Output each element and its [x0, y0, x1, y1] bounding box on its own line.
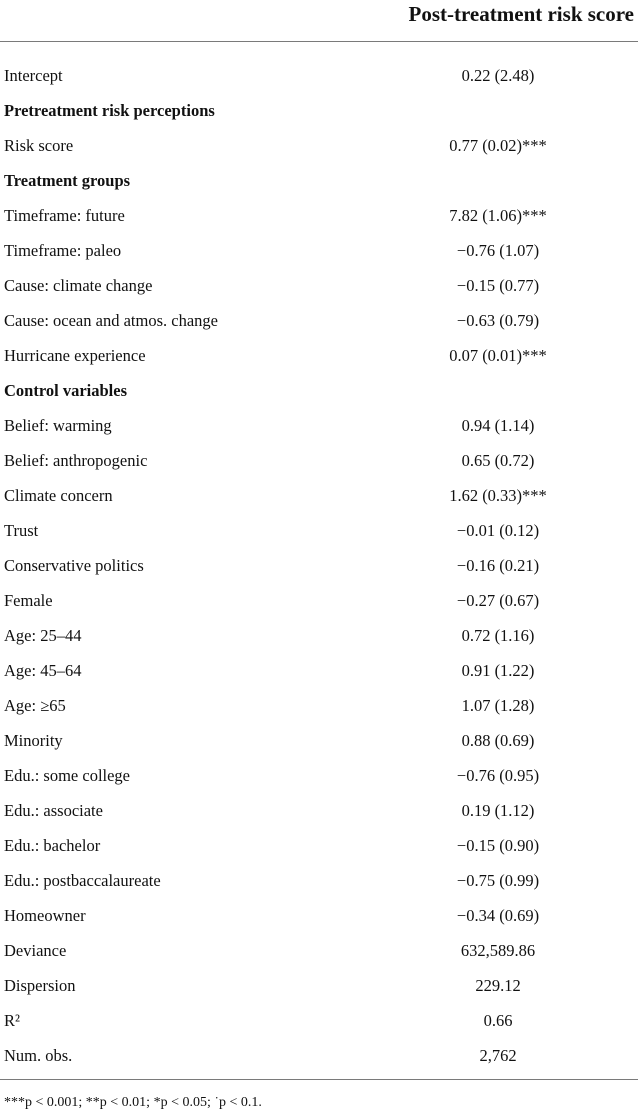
section-label: Control variables [4, 381, 127, 400]
table-row [0, 758, 638, 793]
row-value: 0.94 (1.14) [461, 416, 535, 435]
row-label: Age: ≥65 [4, 696, 66, 715]
table-row [0, 58, 638, 93]
row-value: 0.72 (1.16) [461, 626, 535, 645]
row-value: 0.07 (0.01)*** [449, 346, 547, 365]
row-value: −0.75 (0.99) [456, 871, 540, 890]
table-row [0, 303, 638, 338]
table-row [0, 653, 638, 688]
table-row [0, 338, 638, 373]
row-label: Trust [4, 521, 39, 540]
row-label: Age: 45–64 [4, 661, 82, 680]
row-value: 0.88 (0.69) [461, 731, 535, 750]
row-label: Homeowner [4, 906, 86, 925]
table-row [0, 863, 638, 898]
row-label: Minority [4, 731, 63, 750]
table-row [0, 198, 638, 233]
row-value: −0.16 (0.21) [456, 556, 540, 575]
row-value: 7.82 (1.06)*** [449, 206, 547, 225]
row-label: Belief: anthropogenic [4, 451, 148, 470]
bottom-rule [0, 1079, 638, 1080]
row-value: −0.01 (0.12) [456, 521, 540, 540]
table-row [0, 933, 638, 968]
row-label: R² [4, 1011, 20, 1030]
table-row [0, 828, 638, 863]
section-header-row [0, 163, 638, 198]
row-label: Edu.: associate [4, 801, 103, 820]
row-label: Num. obs. [4, 1046, 73, 1065]
row-label: Deviance [4, 941, 67, 960]
row-label: Cause: climate change [4, 276, 153, 295]
row-value: −0.76 (0.95) [456, 766, 540, 785]
row-label: Belief: warming [4, 416, 112, 435]
table-row [0, 268, 638, 303]
table-row [0, 548, 638, 583]
row-value: 229.12 [475, 976, 521, 995]
row-value: 632,589.86 [460, 941, 536, 960]
table-row [0, 688, 638, 723]
table-header [0, 0, 638, 42]
row-label: Cause: ocean and atmos. change [4, 311, 218, 330]
section-header-row [0, 93, 638, 128]
table-row [0, 618, 638, 653]
row-label: Climate concern [4, 486, 113, 505]
table-row [0, 128, 638, 163]
row-label: Timeframe: future [4, 206, 125, 225]
section-label: Pretreatment risk perceptions [4, 101, 215, 120]
row-value: 0.22 (2.48) [461, 66, 535, 85]
row-value: 2,762 [479, 1046, 517, 1065]
row-label: Conservative politics [4, 556, 144, 575]
header-rule [0, 41, 638, 42]
row-value: −0.76 (1.07) [456, 241, 540, 260]
section-label: Treatment groups [4, 171, 131, 190]
column-header: Post-treatment risk score [408, 2, 634, 26]
row-value: −0.34 (0.69) [456, 906, 540, 925]
table-row [0, 793, 638, 828]
row-label: Timeframe: paleo [4, 241, 122, 260]
row-value: 0.65 (0.72) [461, 451, 535, 470]
row-value: 0.19 (1.12) [461, 801, 535, 820]
table-row [0, 898, 638, 933]
row-value: −0.63 (0.79) [456, 311, 540, 330]
table-row [0, 513, 638, 548]
row-value: −0.15 (0.90) [456, 836, 540, 855]
row-label: Edu.: some college [4, 766, 131, 785]
row-label: Intercept [4, 66, 63, 85]
row-value: −0.15 (0.77) [456, 276, 540, 295]
row-label: Female [4, 591, 53, 610]
row-label: Hurricane experience [4, 346, 146, 365]
row-value: 0.66 [483, 1011, 513, 1030]
table-row [0, 968, 638, 1003]
table-row [0, 478, 638, 513]
row-label: Edu.: bachelor [4, 836, 101, 855]
row-label: Age: 25–44 [4, 626, 82, 645]
table-row [0, 583, 638, 618]
table-row [0, 408, 638, 443]
row-value: 1.07 (1.28) [461, 696, 535, 715]
table-row [0, 443, 638, 478]
row-label: Edu.: postbaccalaureate [4, 871, 161, 890]
row-value: 1.62 (0.33)*** [449, 486, 547, 505]
significance-footnote: ***p < 0.001; **p < 0.01; *p < 0.05; ˙p < 0.1. [4, 1095, 262, 1110]
section-header-row [0, 373, 638, 408]
table-body [0, 58, 638, 1073]
row-value: 0.91 (1.22) [461, 661, 535, 680]
row-label: Risk score [4, 136, 74, 155]
row-label: Dispersion [4, 976, 76, 995]
row-value: −0.27 (0.67) [456, 591, 540, 610]
table-row [0, 233, 638, 268]
table-row [0, 1038, 638, 1073]
table-row [0, 1003, 638, 1038]
table-row [0, 723, 638, 758]
row-value: 0.77 (0.02)*** [449, 136, 547, 155]
